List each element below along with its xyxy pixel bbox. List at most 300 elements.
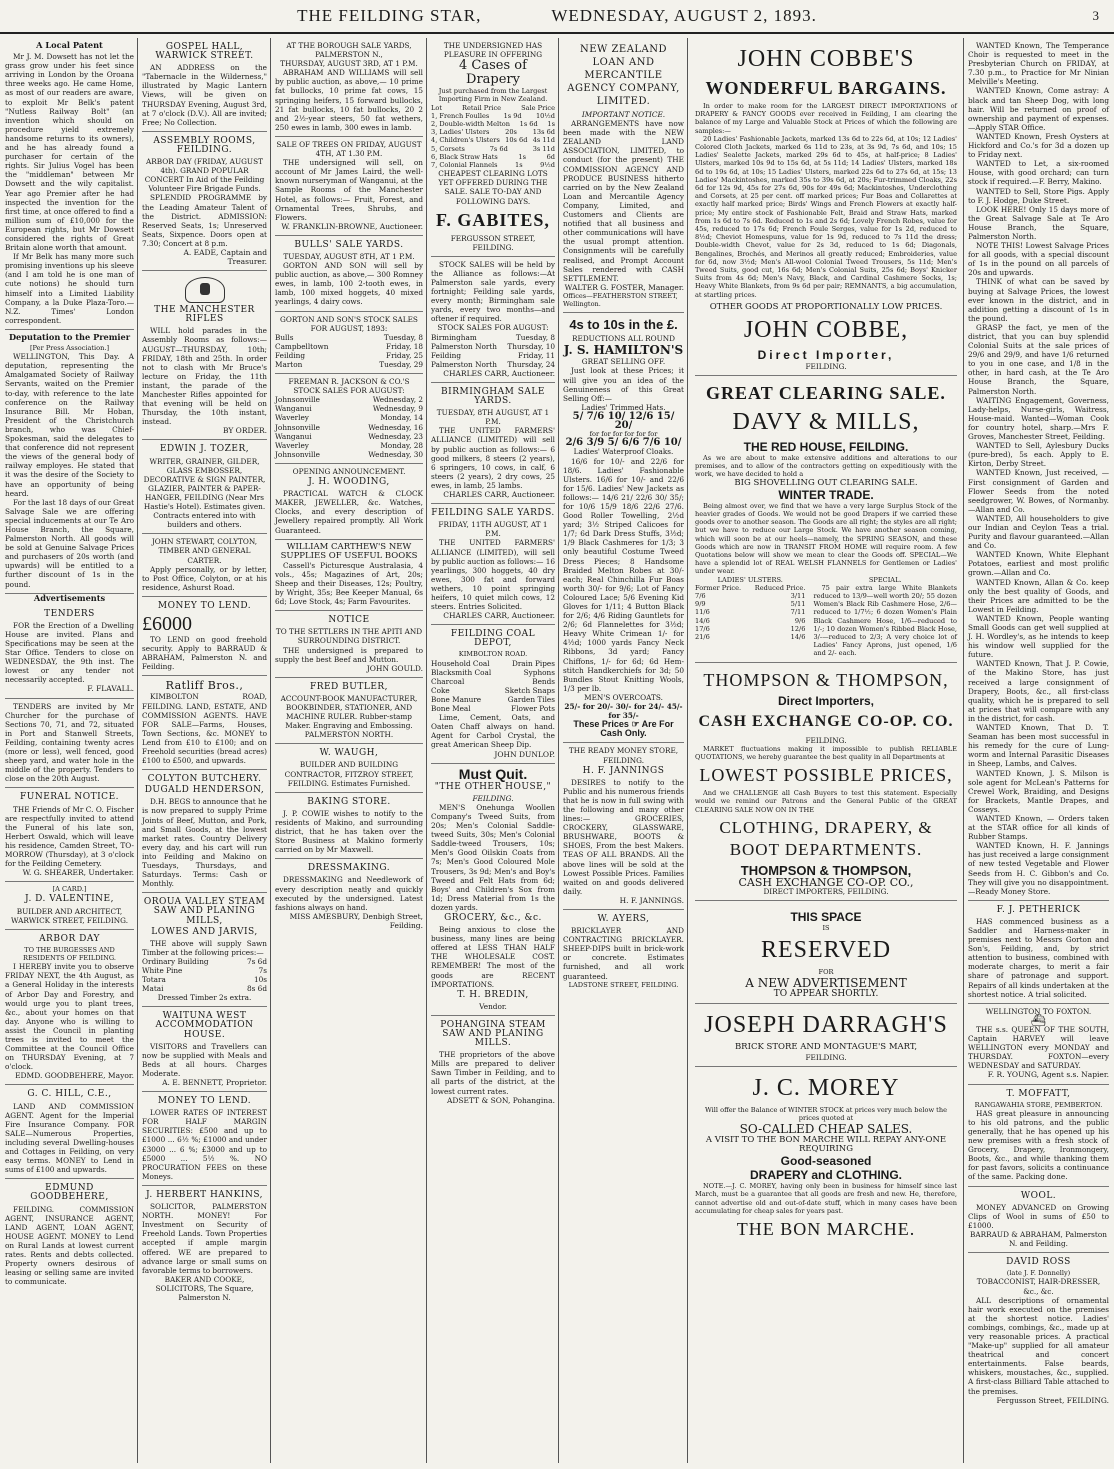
ad-heading: SALE OF TREES ON FRIDAY, AUGUST 4TH, AT 1.30 P.M.: [276, 139, 422, 159]
ad-subheading: WINTER TRADE.: [778, 487, 874, 502]
ad-heading: SO-CALLED CHEAP SALES.: [739, 1122, 913, 1137]
ad-signature: BAKER AND COOKE, SOLICITORS, The Square, Palmerston N.: [155, 1274, 254, 1302]
manchester-rifles-ad: [142, 271, 267, 440]
ad-body: THE undersigned will sell, on account of Mr James Laird, the well-known nurseryman of Wanganui, at the Sample Rooms of the Manchester Hotel, as follows:— Fruit, Forest, and Ornamental Trees, Shrubs, and Flowers.: [275, 158, 423, 222]
ad-signature: CHARLES CARR, Auctioneer.: [443, 611, 555, 621]
price-line: 2/6 3/9 5/ 6/6 7/6 10/: [565, 437, 682, 449]
ad-body: DRESSMAKING and Needlework of every description neatly and quickly executed by the undersigned. Latest fashions always on hand.: [275, 875, 423, 912]
list-heading: LADIES' ULSTERS.: [717, 575, 783, 584]
ad-body: SOLICITOR, PALMERSTON NORTH. MONEY! For Investment on Security of Freehold Lands. Town Properties accepted if ample margin offered. WE are prepared to advance large or small sums on favorable terms to borrowers.: [142, 1202, 267, 1275]
ad-body: D.H. BEGS to announce that he is now prepared to supply Prime Joints of Beef, Mutton, and Pork, and Small Goods, at the lowest market rates. Country Delivery every day, and his cart will run into Feilding and Makino on Tuesdays, Thursdays, and Saturdays. Terms: Cash or Monthly.: [142, 797, 267, 889]
ad-body: FEILDING. COMMISSION AGENT, INSURANCE AGENT, LAND AGENT, LOAN AGENT, HOUSE AGENT. MONEY to Lend on Rural Lands at lowest current rates. Rents and debts collected. Property owners desirous of leasing or selling same are invited to communicate.: [5, 1204, 134, 1287]
gabites-drapery-ad: [431, 38, 555, 257]
table-row: 11/6 7/11: [695, 608, 806, 617]
nz-loan-ad: [563, 38, 684, 313]
ad-heading: THE READY MONEY STORE, FEILDING.: [568, 746, 679, 765]
column-rule: [137, 38, 138, 1463]
advertiser-name: W. AYERS,: [597, 914, 650, 925]
list-item: Bone Meal Flower Pots: [431, 704, 555, 714]
price-row: White Pine 7s: [142, 965, 267, 975]
store-name: CASH EXCHANGE CO-OP. CO.,: [738, 875, 914, 889]
steamer-ad: [968, 1004, 1109, 1085]
ad-subheading: TO THE BURGESSES AND RESIDENTS OF FEILDING.: [22, 945, 117, 963]
waituna-ad: [142, 1007, 267, 1092]
ad-heading: WAITUNA WEST ACCOMMODATION HOUSE.: [155, 1011, 254, 1040]
ross-ad: [968, 1253, 1109, 1409]
article-body: WELLINGTON, This Day. A deputation, representing the Amalgamated Society of Railway Servants, waited on the Premier to-day, with reference to the late conference on the Railway Insurance Bill. Mr Hoban, President of the Christchurch branch, who was Chief-Spokesman, said the delegates to that conference did not represent the views of the general body of railway employes. He stated that it was the desire of the Society to have an opportunity of being heard.: [5, 352, 134, 498]
classified-item: WANTED Known, That J. P. Cowie, of the Makino Store, has just received a large consignment of Drapery, Boots, &c., all first-class quality, which he is prepared to sell at prices that will compare with any in the district, for cash.: [968, 659, 1109, 723]
ad-heading: THE MANCHESTER RIFLES: [154, 305, 255, 325]
ad-body: MEN'S Onehunga Woollen Company's Tweed Suits, from 20s; Men's Colonial Saddle-tweed Suits, 30s; Men's Colonial Saddle-tweed Trousers, 10s; Men's Good Oilskin Coats from 7s; Men's Good Coloured Mole Trousers, 3s 9d; Men's and Boy's Tweed and Felt Hats from 6d; Boys' and Children's Sox from 1d; Dress Material from 1s the dozen yards.: [431, 802, 555, 912]
tenders-ad: [5, 605, 134, 699]
ad-heading: GREAT CLEARING SALE.: [706, 383, 946, 404]
ad-date: THURSDAY, AUGUST 3RD, AT 1 P.M.: [280, 59, 418, 69]
classified-item: LOOK HERE! Only 15 days more of the Great Salvage Sale at Te Aro House Branch, the Square, Palmerston North.: [968, 204, 1109, 241]
ad-subheading: ARBOR DAY (FRIDAY, AUGUST 4th). GRAND POPULAR CONCERT In Aid of the Feilding Volunteer Fire Brigade Funds.: [144, 157, 265, 194]
ad-subheading: Just purchased from the Largest Importing Firm in New Zealand.: [438, 87, 548, 104]
list-item: Bone Manure Garden Tiles: [431, 695, 555, 705]
list-item: Marton Tuesday, 29: [275, 360, 423, 369]
other-house-ad: [431, 764, 555, 1016]
ad-body: Apply personally, or by letter, to Post Office, Colyton, or at his residence, Ashurst Road.: [142, 564, 267, 592]
ad-body: VISITORS and Travellers can now be supplied with Meals and Beds at all hours. Charges Moderate.: [142, 1041, 267, 1078]
article-subtitle: [Per Press Association.]: [29, 344, 110, 352]
table-row: 1, French Foulles 1s 9d 10½d: [431, 111, 555, 120]
birmingham-yards-ad: [431, 383, 555, 504]
ad-heading: J. D. VALENTINE,: [25, 894, 114, 905]
ad-body: THE proprietors of the above Mills are prepared to deliver Sawn Timber in Feilding, and to all parts of the district, at the lowest current rates.: [431, 1050, 555, 1096]
list-item: Campbelltown Friday, 18: [275, 341, 423, 351]
ad-heading: MONEY TO LEND.: [157, 1096, 252, 1107]
column-rule: [687, 38, 688, 1463]
ad-subheading: IMPORTANT NOTICE.: [581, 110, 666, 119]
ad-body: PRACTICAL WATCH & CLOCK MAKER, JEWELLER, &c. Watches, Clocks, and every description of Jewellery repaired promptly. All Work Guaranteed.: [275, 489, 423, 535]
ad-heading: Must Quit.: [458, 765, 528, 782]
stock-sales-ad: [431, 257, 555, 383]
lend-ad: [142, 1092, 267, 1186]
tenders2-ad: [5, 699, 134, 789]
table-row: 4, Children's Ulsters 10s 6d 4s 11d: [431, 136, 555, 145]
list-item: Palmerston North Thursday, 10: [431, 341, 555, 351]
classified-item: GRASP the fact, ye men of the district, that you can buy splendid Colonial Suits at the sale prices of 29/6 and 29/9, and have 1/6 returned to you in one case, and 1/8 in the other, in hard cash, at the Te Aro House Branch, the Square, Palmerston North.: [968, 322, 1109, 396]
ad-heading: FEILDING SALE YARDS.: [431, 508, 555, 519]
ad-heading: NEW ZEALAND LOAN AND MERCANTILE AGENCY COMPANY, LIMITED.: [567, 44, 680, 107]
classified-item: WANTED to Let, a six-roomed House, with good orchard; can turn stock if required.—F. Berry, Makino.: [968, 159, 1109, 187]
ad-heading: 4s to 10s in the £.: [569, 317, 678, 333]
ad-signature: A. E. BENNETT, Proprietor.: [162, 1078, 267, 1087]
ad-heading: FREEMAN R. JACKSON & CO.'S STOCK SALES FOR AUGUST:: [288, 377, 410, 396]
page-number: 3: [1092, 8, 1100, 23]
advertiser-name: DAVY & MILLS,: [732, 409, 920, 436]
section-heading: Advertisements: [33, 592, 106, 603]
advertiser-town: FEILDING.: [805, 1052, 847, 1062]
ad-signature: CHARLES CARR, Auctioneer.: [443, 368, 555, 378]
ad-body: SPLENDID PROGRAMME by the Leading Amateur Talent of the District. ADMISSION: Reserved Seats, 1s; Unreserved Seats, Sixpence. Doors open at 7.30; Concert at 8 p.m.: [142, 193, 267, 248]
column-3: [272, 38, 426, 1463]
advertiser-role: TOBACCONIST, HAIR-DRESSER, &c., &c.: [976, 1277, 1101, 1296]
classified-item: WANTED Known, Fresh Oysters at Hickford and Co.'s for 3d a dozen up to Friday next.: [968, 131, 1109, 160]
ad-subheading: DRAPERY and CLOTHING.: [749, 1168, 902, 1183]
advertiser-name: F. GABITES,: [436, 209, 550, 230]
table-header: Lot Retail Price Sale Price: [431, 103, 555, 112]
ad-heading: EDWIN J. TOZER,: [159, 444, 250, 455]
ad-heading: COLYTON BUTCHERY.: [147, 774, 262, 785]
table-row: 21/6 14/6: [695, 633, 806, 642]
classified-item: WANTED Known, Come astray: A black and tan Sheep Dog, with long hair. Will be returned on proof of ownership and payment of expenses.—Apply STAR Office.: [968, 86, 1109, 132]
advertiser-name: T. H. BREDIN,: [457, 989, 529, 1000]
ad-heading: STOCK SALES FOR AUGUST:: [437, 323, 549, 333]
ad-signature: W. FRANKLIN-BROWNE, Auctioneer.: [281, 221, 423, 231]
ad-heading: WILLIAM CARTHEW'S NEW SUPPLIES OF USEFUL BOOKS: [280, 541, 418, 561]
price-row: Ordinary Building 7s 6d: [142, 956, 267, 966]
ad-body: THE UNITED FARMERS' ALLIANCE (LIMITED) will sell by public auction as follows:— 6 good milkers, 8 steers (2 years), 6 springers, 10 cows, in calf, 6 steers (2 years), 2 dry cows, 25 ewes, in lamb, 25 lambs.: [431, 426, 555, 490]
ad-body: FOR the Erection of a Dwelling House are invited. Plans and Specifications may be seen at the Star Office. Tenders to close on WEDNESDAY, the 9th inst. The lowest or any tender not necessarily accepted.: [5, 620, 134, 685]
cash-only-notice: These Prices ☞ Are For Cash Only.: [573, 719, 674, 739]
list-item: Palmerston North Thursday, 24: [431, 359, 555, 369]
ad-signature: F. R. YOUNG, Agent s.s. Napier.: [987, 1070, 1109, 1080]
ad-heading: J. HERBERT HANKINS,: [145, 1189, 264, 1200]
store-name: CASH EXCHANGE CO-OP. CO.: [698, 712, 954, 730]
reserved-space-ad: [695, 901, 957, 1005]
column-4: [428, 38, 558, 1463]
list-item: Charcoal Bends: [431, 676, 555, 686]
ad-heading: J. H. WOODING,: [308, 477, 390, 488]
list-item: Johnsonville Wednesday, 2: [275, 395, 423, 405]
ad-signature: BARRAUD & ABRAHAM, Palmerston N. and Feilding.: [970, 1229, 1107, 1249]
classified-item: WANTED Known, — Orders taken at the STAR office for all kinds of Rubber Stamps.: [968, 813, 1109, 842]
hamilton-ad: [563, 313, 684, 743]
article-title: A Local Patent: [36, 40, 103, 50]
ad-signature: F. FLAVALL.: [87, 684, 134, 694]
column-5: [560, 38, 687, 1463]
ad-body: Being anxious to close the business, many lines are being offered at LESS THAN HALF THE WHOLESALE COST. REMEMBER! The most of the goods are RECENT IMPORTATIONS.: [431, 925, 555, 989]
ad-intro: Will offer the Balance of WINTER STOCK at prices very much below the prices quoted at: [705, 1105, 947, 1122]
ad-body: Cassell's Picturesque Australasia, 4 vols., 45s; Magazines of Art, 20s; Sheep and their Diseases, 12s; Poultry, by Wright, 35s; Bee Keeper Manual, 6s 6d; Love Stock, 4s; Farm Favourites.: [275, 560, 423, 607]
ad-body: WRITER, GRAINER, GILDER, GLASS EMBOSSER, DECORATIVE & SIGN PAINTER, GLAZIER, PAINTER & PAPER-HANGER, FEILDING (Near Mrs Hastie's Hotel). Estimates given. Contracts entered into with builders and others.: [143, 456, 266, 530]
table-row: 2, Double-width Melton 1s 6d 1s: [431, 120, 555, 128]
bulls-yards-ad: [275, 236, 423, 312]
table-row: 9/9 5/11: [695, 600, 806, 609]
ad-body: I HEREBY invite you to observe FRIDAY NEXT, the 4th August, as a General Holiday in the interests of Arbor Day and Forestry, and would urge you to plant trees, &c., about your homes on that day. Anyone who is willing to assist the Council in planting trees is invited to meet the Committee at the Council Office on THURSDAY Evening, at 7 o'clock.: [5, 962, 134, 1072]
ad-subheading: FOR: [818, 968, 834, 977]
dressmaking-ad: [275, 859, 423, 934]
ad-body: 75 pair extra large White Blankets reduced to 13/9—well worth 20/; 55 dozen Women's Black Rib Cashmere Hose, 2/6—reduced to 1/7½; 6 dozen Women's Plain Black Cashmere Hose, 1/6—reduced to 1/-; 10 dozen Women's Ribbed Black Hose, 3/-—reduced to 2/3; A very choice lot of Ladies' Fancy Aprons, just opened, 1/6 and 2/- each.: [813, 583, 957, 658]
ad-body: TO APPEAR SHORTLY.: [773, 989, 879, 1000]
paper-name: THE FEILDING STAR,: [297, 6, 482, 25]
classified-item: WANTED Known, Allan & Co. keep only the best quality of Goods, and their Prices are admitted to be the Lowest in Feilding.: [968, 577, 1109, 614]
ad-subheading: KIMBOLTON ROAD.: [458, 650, 528, 659]
classified-item: WAITING Engagement, Governess, Lady-helps, Nurse-girls, Waitress, House-maid. Wanted—Woman Cook for country hotel, sharp.—Mrs F. Groves, Manchester Street, Feilding.: [968, 395, 1109, 442]
ad-body: AN ADDRESS on the "Tabernacle in the Wilderness," illustrated by Magic Lantern Views, will be given on THURSDAY Evening, August 3rd, at 7 o'clock (D.V.). All are invited; Free; No Collection.: [142, 63, 267, 127]
ad-date: TUESDAY, 8TH AUGUST, AT 1 P.M.: [436, 408, 550, 427]
classified-item: WANTED Known, The Temperance Choir is requested to meet in the Presbyterian Church on FRIDAY, at 7.30 p.m., to Practice for Mr Ninian Melville's Meeting.: [968, 41, 1109, 87]
card-label: [A CARD.]: [52, 885, 87, 894]
ad-body: KIMBOLTON ROAD, FEILDING. LAND, ESTATE, AND COMMISSION AGENTS. HAVE FOR SALE—Farms, Houses, Town Sections, &c. MONEY to Lend from £10 to £100; and on Freehold securities (bread acres) £100 to £500, and upwards.: [142, 692, 267, 766]
article-title: Deputation to the Premier: [8, 331, 131, 342]
issue-date: WEDNESDAY, AUGUST 2, 1893.: [551, 6, 817, 25]
ad-signature: WALTER G. FOSTER, Manager.: [564, 282, 684, 292]
store-name: THE RED HOUSE, FEILDING.: [743, 440, 909, 455]
price-line: for for for for for for: [589, 430, 658, 439]
ad-body: HAS commenced business as a Saddler and Harness-maker in premises next to Messrs Gorton and Son's, Feilding, and, by strict attention to business, combined with moderate charges, to merit a fair share of patronage and support. Repairs of all kinds undertaken at the shortest notice. A trial solicited.: [968, 916, 1109, 999]
wanted-ads: [968, 38, 1109, 901]
table-row: 17/6 12/6: [695, 624, 806, 633]
ad-subheading: OTHER GOODS AT PROPORTIONALLY LOW PRICES.: [709, 301, 943, 312]
ad-subheading: REDUCTIONS ALL ROUND: [572, 334, 675, 344]
ad-footnote: CHEAPEST CLEARING LOTS YET OFFERED DURING THE SALE. SALE TO-DAY AND FOLLOWING DAYS.: [438, 169, 548, 206]
petherick-ad: [968, 901, 1109, 1004]
ad-signature: JOHN GOULD.: [366, 663, 423, 673]
ad-body: THE Friends of Mr C. O. Fischer are respectfully invited to attend the Funeral of his late son, Herbert Oswald, which will leave his residence, Camden Street, TO-MORROW (Thursday), at 3 o'clock for the Feilding Cemetery.: [5, 804, 134, 869]
advertiser-address: FERGUSSON STREET, FEILDING.: [450, 233, 536, 252]
goodbehere-ad: [5, 1179, 134, 1290]
patent-article: [5, 38, 134, 330]
ad-body: MARKET fluctuations making it impossible to publish RELIABLE QUOTATIONS, we hereby guarantee the best quality in all Departments at: [695, 744, 957, 761]
butler-ad: [275, 678, 423, 745]
ad-body: 16/6 for 10/- and 22/6 for 18/6. Ladies' Fashionable Ulsters. 16/6 for 10/- and 22/6 for 15/6. Ladies' New Jackets as follows:— 14/6 21/ 22/6 30/ 35/; for 10/6 15/9 18/6 22/6 27/6. Good Roller Towelling, 2½d yard; 3½ Striped Calicoes for 1/7; 6d Dark Dress Stuffs, 3½d; 1/9 Black Cashmeres for 1/3; 3 only beautiful Costume Tweed Dress Pieces; 8 Handsome Braided Melton Robes at 30/- each; Real Chinchilla Fur Boas worth 30/- for 9/6; Lot of Fancy Coloured Lace; 5/6 Evening Kid Gloves for 1/11; 4 Button Black for 2/6; 4/6 Riding Gauntlets for 2/6; 6d Flannelettes for 3½d; Heavy White Crimean 1/- for 4½d; 1000 yards Fancy Neck Ribbons, 3d yard; Fancy Chiffons, 1/- for 6d; 6d Hem-stitch Handkerchiefs for 3d; 50 Bundles Stout Knitting Wools, 1/3 per lb.: [563, 456, 684, 693]
ad-heading: LOWEST POSSIBLE PRICES,: [699, 765, 953, 786]
advertiser-role: Vendor.: [479, 1001, 507, 1011]
steamship-icon: ⛴: [1030, 1012, 1047, 1027]
gorton-sales-ad: [275, 312, 423, 375]
list-item: Wanganui Wednesday, 23: [275, 431, 423, 441]
stewart-ad: [142, 534, 267, 597]
ad-heading: THIS SPACE: [790, 909, 862, 924]
ad-footnote: Dressed Timber 2s extra.: [157, 993, 252, 1003]
ad-proprietor: LOWES AND JARVIS,: [151, 926, 258, 937]
ad-heading: G. C. HILL, C.E.,: [27, 1089, 112, 1100]
ad-heading: Ratliff Bros.,: [165, 679, 244, 693]
table-header: Former Price. Reduced Price.: [695, 583, 806, 592]
list-item: Coke Sketch Snaps: [431, 685, 555, 695]
ad-signature: A. EADE, Captain and Treasurer.: [183, 247, 267, 267]
table-row: 5, Corsets 7s 6d 3s 11d: [431, 144, 555, 153]
advertiser-role: Direct Importers,: [777, 693, 875, 708]
table-row: 3, Ladies' Ulsters 20s 13s 6d: [431, 128, 555, 137]
ad-heading: POHANGINA STEAM SAW AND PLANING MILLS.: [440, 1019, 546, 1049]
list-item: Blacksmith Coal Syphons: [431, 667, 555, 677]
waugh-ad: [275, 744, 423, 792]
ad-subheading: TO THE SETTLERS IN THE APITI AND SURROUNDING DISTRICT.: [275, 627, 423, 646]
column-1: [2, 38, 137, 1463]
ad-heading: WELLINGTON TO FOXTON.: [985, 1006, 1092, 1016]
price-lists: [695, 576, 957, 658]
ad-signature: CHARLES CARR, Auctioneer.: [443, 490, 555, 500]
classified-item: WANTED Known, People wanting Small Goods can get well supplied at J. H. Wordley's, as he intends to keep his window well supplied for the future.: [968, 613, 1109, 660]
classified-item: NOTE THIS! Lowest Salvage Prices for all goods, with a special discount of 1s in the pound on all parcels of 20s and upwards.: [968, 241, 1109, 278]
ad-heading: FUNERAL NOTICE.: [19, 792, 120, 803]
coal-depot-ad: [431, 625, 555, 763]
morey-ad: [695, 1067, 957, 1247]
ad-body: THE s.s. QUEEN OF THE SOUTH, Captain HARVEY will leave WELLINGTON every MONDAY and THURSDAY. FOXTON—every WEDNESDAY and SATURDAY.: [968, 1024, 1109, 1071]
ad-heading: GORTON AND SON'S STOCK SALES FOR AUGUST, 1893:: [280, 314, 418, 333]
ad-heading: TENDERS: [44, 608, 95, 619]
article-body: For the last 18 days of our Great Salvage Sale we are offering special inducements at our Te Aro House Branch, the Square, Palmerston North. All goods will be sold at Genuine Salvage Prices and purchasers of 20s worth (and upwards) will be entitled to a further discount of 1s in the pound.: [5, 497, 134, 589]
ad-body: Being almost over, we find that we have a very large Surplus Stock of the heavier grades of Goods. We would not be good Drapers if we carried these goods over to another season. The Goods are all right; the styles are all right; but we have to reduce our Large Stock. We have another season coming, which will soon be at our heels—namely, the SPRING SEASON, and these Goods which are now in TRANSIT FROM HOME will require room. A few Quotations below will show we mean to clear the Goods off. SPECIAL—We have a splendid lot of REAL WELSH FLANNELS for Gentlemen or Ladies' under wear.: [695, 501, 957, 576]
royal-crest-icon: [185, 277, 225, 303]
ayers-ad: [563, 910, 684, 993]
loan-amount: £6000: [142, 612, 192, 635]
settlers-notice: [275, 611, 423, 678]
ad-heading: AT THE BOROUGH SALE YARDS, PALMERSTON N.,: [286, 41, 412, 60]
freeman-sales-ad: [275, 374, 423, 464]
ad-body: WILL hold parades in the Assembly Rooms as follows:—AUGUST—THURSDAY, 10th; FRIDAY, 18th and 25th. In order not to clash with Mr Bruce's lecture on Friday, the 11th instant, the parade of the Manchester Rifles appointed for that evening will be held on Thursday, the 10th instant, instead.: [142, 326, 267, 427]
ad-body: ABRAHAM AND WILLIAMS will sell by public auction, as above,— 10 prime fat bullocks, 10 prime fat cows, 15 springing heifers, 15 forward bullocks, 21 fat bullocks, 10 fat bullocks, 20 2 and 2½-year steers, 50 fat wethers, 250 ewes in lamb, 300 ewes in lamb.: [275, 68, 423, 132]
table-row: 14/6 9/6: [695, 616, 806, 625]
ad-signature: EDMD. GOODBEHERE, Mayor.: [15, 1071, 134, 1081]
article-body: If Mr Belk has many more such promising inventions up his sleeve (and I am told he is one man of cute notions) he should turn himself into a Limited Liability Company, a la Duke Plaza-Toro.—N.Z. Times' London correspondent.: [5, 252, 134, 325]
ad-subheading: Ladies' Trimmed Hats.: [581, 402, 666, 412]
ad-heading: GOSPEL HALL, WARWICK STREET.: [155, 42, 254, 62]
column-2: [139, 38, 270, 1463]
store-name: "THE OTHER HOUSE,": [434, 781, 552, 792]
jannings-ad: [563, 743, 684, 910]
column-rule: [558, 38, 559, 1463]
ad-heading: DRESSMAKING.: [307, 863, 391, 874]
ad-body: GORTON AND SON will sell by public auction, as above,— 300 Romney ewes, in lamb, 100 2-tooth ewes, in lamb, 100 mixed hoggets, 40 mixed yearlings, 4 dairy cows.: [275, 261, 423, 307]
funeral-notice: [5, 788, 134, 882]
arbor-day-notice: [5, 930, 134, 1086]
oroua-mills-ad: [142, 893, 267, 1007]
darragh-ad: [695, 1004, 957, 1066]
davy-mills-ad: [695, 376, 957, 663]
ad-heading: ASSEMBLY ROOMS, FEILDING.: [153, 135, 256, 155]
price-row: Totara 10s: [142, 975, 267, 985]
ad-heading: BIRMINGHAM SALE YARDS.: [441, 387, 545, 407]
ad-heading: ARBOR DAY: [39, 933, 100, 944]
store-town: FEILDING.: [472, 793, 514, 803]
ad-subheading: MEN'S OVERCOATS.: [584, 692, 663, 702]
tozer-ad: [142, 440, 267, 534]
ad-body: Just look at these Prices; it will give you an idea of the Genuineness of this Great Selling Off:—: [563, 366, 684, 403]
money-to-lend-ad: [142, 597, 267, 676]
price-row: Matai 8s 6d: [142, 984, 267, 994]
classified-item: THINK of what can be saved by buying at Salvage Prices, the lowest ever known in the district, and in addition getting a discount of 1s in the pound.: [968, 277, 1109, 323]
classified-item: WANTED, All householders to give our Indian and Ceylon Teas a trial. Purity and flavour guaranteed.—Allan and Co.: [968, 513, 1109, 551]
ad-body: TENDERS are invited by Mr Churcher for the purchase of Sections 70, 71, and 72, situated in Port and Stanwell Streets, Feilding, containing twenty acres (more or less), well fenced, good sheep yard, and water hole in the middle of the property. Tenders to close on the 20th August.: [5, 701, 134, 784]
list-item: Waverley Monday, 14: [275, 413, 423, 423]
ad-heading: FRED BUTLER,: [309, 681, 389, 692]
ad-subheading: BIG SHOVELLING OUT CLEARING SALE.: [734, 477, 918, 488]
column-rule: [426, 38, 427, 1463]
ad-body: ALL descriptions of ornamental hair work executed on the premises at the shortest notice. Ladies' combings, combings, &c., made up at very reasonable prices. A practical "Make-up" supplied for all amateur theatrical and concert entertainments. False beards, whiskers, moustaches, &c., supplied. A first-class Billiard Table attached to the premises.: [968, 1295, 1109, 1396]
advertiser-town: FEILDING.: [805, 361, 847, 371]
advertiser-name: F. J. PETHERICK: [996, 904, 1081, 915]
ad-signature: BY ORDER.: [222, 426, 267, 436]
ad-body: ARRANGEMENTS have now been made with the NEW ZEALAND LAND ASSOCIATION, LIMITED, to conduct (for the present) THE COMMISSION AGENCY AND PRODUCE BUSINESS hitherto carried on by the New Zealand Loan and Mercantile Agency Company, Limited, and Customers and Clients are notified that all business and other communications will have the usual prompt attention. Consignments will be carefully realised, and Prompt Account Sales rendered with CASH SETTLEMENT.: [563, 119, 684, 283]
list-item: Johnsonville Wednesday, 16: [275, 422, 423, 432]
ad-intro: As we are about to make extensive additions and alterations to our premises, and to allow of the contractors getting on expeditiously with the work, we have decided to hold a: [695, 454, 957, 479]
list-item: Birmingham Tuesday, 8: [431, 332, 555, 342]
ad-subheading: RANGAWAHIA STORE, PEMBERTON.: [974, 1100, 1103, 1109]
ad-subheading: GREAT SELLING OFF.: [581, 357, 666, 367]
ad-intro: In order to make room for the LARGEST DIRECT IMPORTATIONS of DRAPERY & FANCY GOODS ever received in Feilding, I am clearing the balance of my Large and Valuable Stock at Prices of which the following are samples:—: [695, 102, 957, 135]
masthead: [0, 0, 1114, 34]
list-item: Wanganui Wednesday, 9: [275, 404, 423, 414]
ad-body: DESIRES to notify to the Public and his numerous friends that he is now in full swing with the following and many other lines:— GROCERIES, CROCKERY, GLASSWARE, BRUSHWARE, BOOTS & SHOES, From the best Makers. TEAS OF ALL BRANDS. All the above lines will be sold at the Lowest Possible Prices. Families waited on and goods delivered daily.: [563, 777, 684, 896]
advertiser-name: T. MOFFATT,: [1006, 1088, 1071, 1099]
table-row: 7/6 3/11: [695, 592, 806, 600]
ad-heading: BULLS' SALE YARDS.: [294, 239, 404, 250]
classified-item: WANTED Known, Just received, —First consignment of Garden and Flower Seeds from the noted seedgrower, W. Bowes, of Normanby. —Allan and Co.: [968, 468, 1109, 514]
ad-body: NOTE.—J. C. MOREY, having only been in business for himself since last March, must be a guarantee that all goods are fresh and new. He, therefore, cannot advertise old and out-of-date stuff, which in many cases have been accumulating for cheap sales for years past.: [695, 1182, 957, 1215]
ad-subheading: GROCERY, &c., &c.: [444, 912, 542, 923]
ad-intro: THE UNDERSIGNED HAS PLEASURE IN OFFERING: [443, 41, 543, 60]
column-7: [965, 38, 1112, 1463]
ad-signature: MISS AMESBURY, Denbigh Street, Feilding.: [289, 911, 423, 930]
list-item: Feilding Friday, 25: [275, 350, 423, 360]
ad-body: BUILDER AND BUILDING CONTRACTOR, FITZROY STREET, FEILDING. Estimates Furnished.: [284, 760, 414, 788]
classified-item: WANTED to Sell, Store Pigs. Apply to F. J. Hodge, Duke Street.: [968, 186, 1109, 205]
carthew-ad: [275, 540, 423, 612]
ad-body: THE undersigned is prepared to supply the best Beef and Mutton.: [275, 645, 423, 664]
ratliff-ad: [142, 676, 267, 770]
ad-heading: CLOTHING, DRAPERY, & BOOT DEPARTMENTS.: [719, 817, 933, 859]
ad-subheading: Ladies' Waterproof Cloaks.: [573, 447, 674, 457]
hill-ad: [5, 1085, 134, 1179]
store-name: BRICK STORE AND MONTAGUE'S MART,: [734, 1042, 918, 1053]
ad-signature: ADSETT & SON, Pohangina.: [446, 1095, 555, 1105]
ad-subheading: OPENING ANNOUNCEMENT.: [292, 466, 406, 476]
borough-yards-ad: [275, 38, 423, 137]
ad-body: STOCK SALES will be held by the Alliance as follows:—At Palmerston sale yards, every fortnight; Feilding sale yards, every month; Birmingham sale yards, every two months—and oftener if required.: [431, 259, 555, 324]
ad-heading: OROUA VALLEY STEAM SAW AND PLANING MILLS,: [143, 897, 266, 926]
ad-body: Lime, Cement, Oats, and Oaten Chaff always on hand. Agent for Carbol Crystal, the great American Sheep Dip.: [431, 713, 555, 750]
ad-heading: WONDERFUL BARGAINS.: [705, 78, 947, 98]
ad-date: TUESDAY, AUGUST 8TH, AT 1 P.M.: [283, 251, 415, 261]
table-row: 7, Colonial Flannels 1s 9½d: [431, 161, 555, 170]
ad-heading: FEILDING COAL DEPOT,: [450, 629, 536, 649]
ad-body: HAS great pleasure in announcing to his old patrons, and the public generally, that he has opened up his new premises with a fresh stock of Grocery, Drapery, Ironmongery, Boots, &c., and while thanking them for past favors, solicits a continuance of the same. Packing done.: [968, 1108, 1109, 1182]
list-item: Johnsonville Wednesday, 30: [275, 449, 423, 459]
thompson-ad: [695, 663, 957, 901]
ad-body: And we CHALLENGE all Cash Buyers to test this statement. Especially would we remind our Patrons and the General Public of the GREAT CLEARING SALE NOW ON IN THE: [695, 789, 957, 814]
ad-heading: 4 Cases of Drapery: [459, 58, 527, 88]
advertiser-name: JOHN COBBE,: [743, 316, 909, 343]
classified-item: WANTED Known, White Elephant Potatoes, earliest and most prolific grown.—Allan and Co.: [968, 550, 1109, 578]
classified-item: WANTED Known, J. S. Milson is sole agent for McLean's Patterns for Crewel Work, Braiding, and Designs for Brackets, Mantle Drapes, and Cosseys.: [968, 768, 1109, 814]
ad-heading: RESERVED: [760, 937, 892, 964]
column-rule: [963, 38, 964, 1463]
advertiser-name: DAVID ROSS: [1006, 1257, 1071, 1268]
tree-sale-ad: [275, 137, 423, 236]
advertiser-name: JOSEPH DARRAGH'S: [704, 1012, 948, 1039]
list-item: Household Coal Drain Pipes: [431, 658, 555, 668]
ad-body: ACCOUNT-BOOK MANUFACTURER, BOOKBINDER, STATIONER, AND MACHINE RULER. Rubber-stamp Maker. Engraving and Embossing. PALMERSTON NORTH.: [280, 693, 418, 740]
ad-heading: JOHN STEWART, COLYTON, TIMBER AND GENERAL CARTER.: [151, 537, 258, 565]
wool-ad: [968, 1187, 1109, 1254]
ad-signature: LADSTONE STREET, FEILDING.: [568, 980, 679, 989]
ad-signature: H. F. JANNINGS.: [619, 895, 684, 905]
wooding-ad: [275, 464, 423, 540]
ad-body: LAND AND COMMISSION AGENT. Agent for the Imperial Fire Insurance Company. FOR SALE—Numerous Properties, including several Dwelling-houses and Cottages in Feilding, on very easy terms. MONEY to Lend in sums of £100 and upwards.: [5, 1101, 134, 1175]
advertiser-name: J. C. MOREY: [752, 1074, 900, 1101]
ad-subheading: Good-seasoned: [780, 1154, 872, 1169]
ad-body: THE UNITED FARMERS' ALLIANCE (LIMITED), will sell by public auction as follows:— 16 yearlings, 300 hoggets, 40 dry ewes, 300 fat and forward wethers, 10 point springing heifers, 10 quiet milch cows, 12 steers. Entries Solicited.: [431, 538, 555, 612]
assembly-rooms-ad: [142, 132, 267, 271]
ad-body: BRICKLAYER AND CONTRACTING BRICKLAYER. SHEEP-DIPS built in brick-work or concrete. Estimates furnished, and all work guaranteed.: [563, 926, 684, 981]
classified-item: WANTED Known, H. F. Jannings has just received a large consignment of new tested Vegetable and Flower Seeds from H. C. Gibbon's and Co. They will give you no disappointment.—Ready Money Store.: [968, 841, 1109, 896]
ad-body: A NEW ADVERTISEMENT: [745, 976, 907, 991]
advertiser-name: H. F. JANNINGS: [582, 765, 665, 776]
ad-signature: Fergusson Street, FEILDING.: [996, 1395, 1109, 1405]
valentine-card: [5, 882, 134, 929]
store-name: THE BON MARCHE.: [736, 1219, 916, 1240]
list-heading: SPECIAL.: [868, 575, 902, 584]
pohangina-mills-ad: [431, 1016, 555, 1109]
column-6: [689, 38, 963, 1463]
cobbe-ad: [695, 38, 957, 376]
